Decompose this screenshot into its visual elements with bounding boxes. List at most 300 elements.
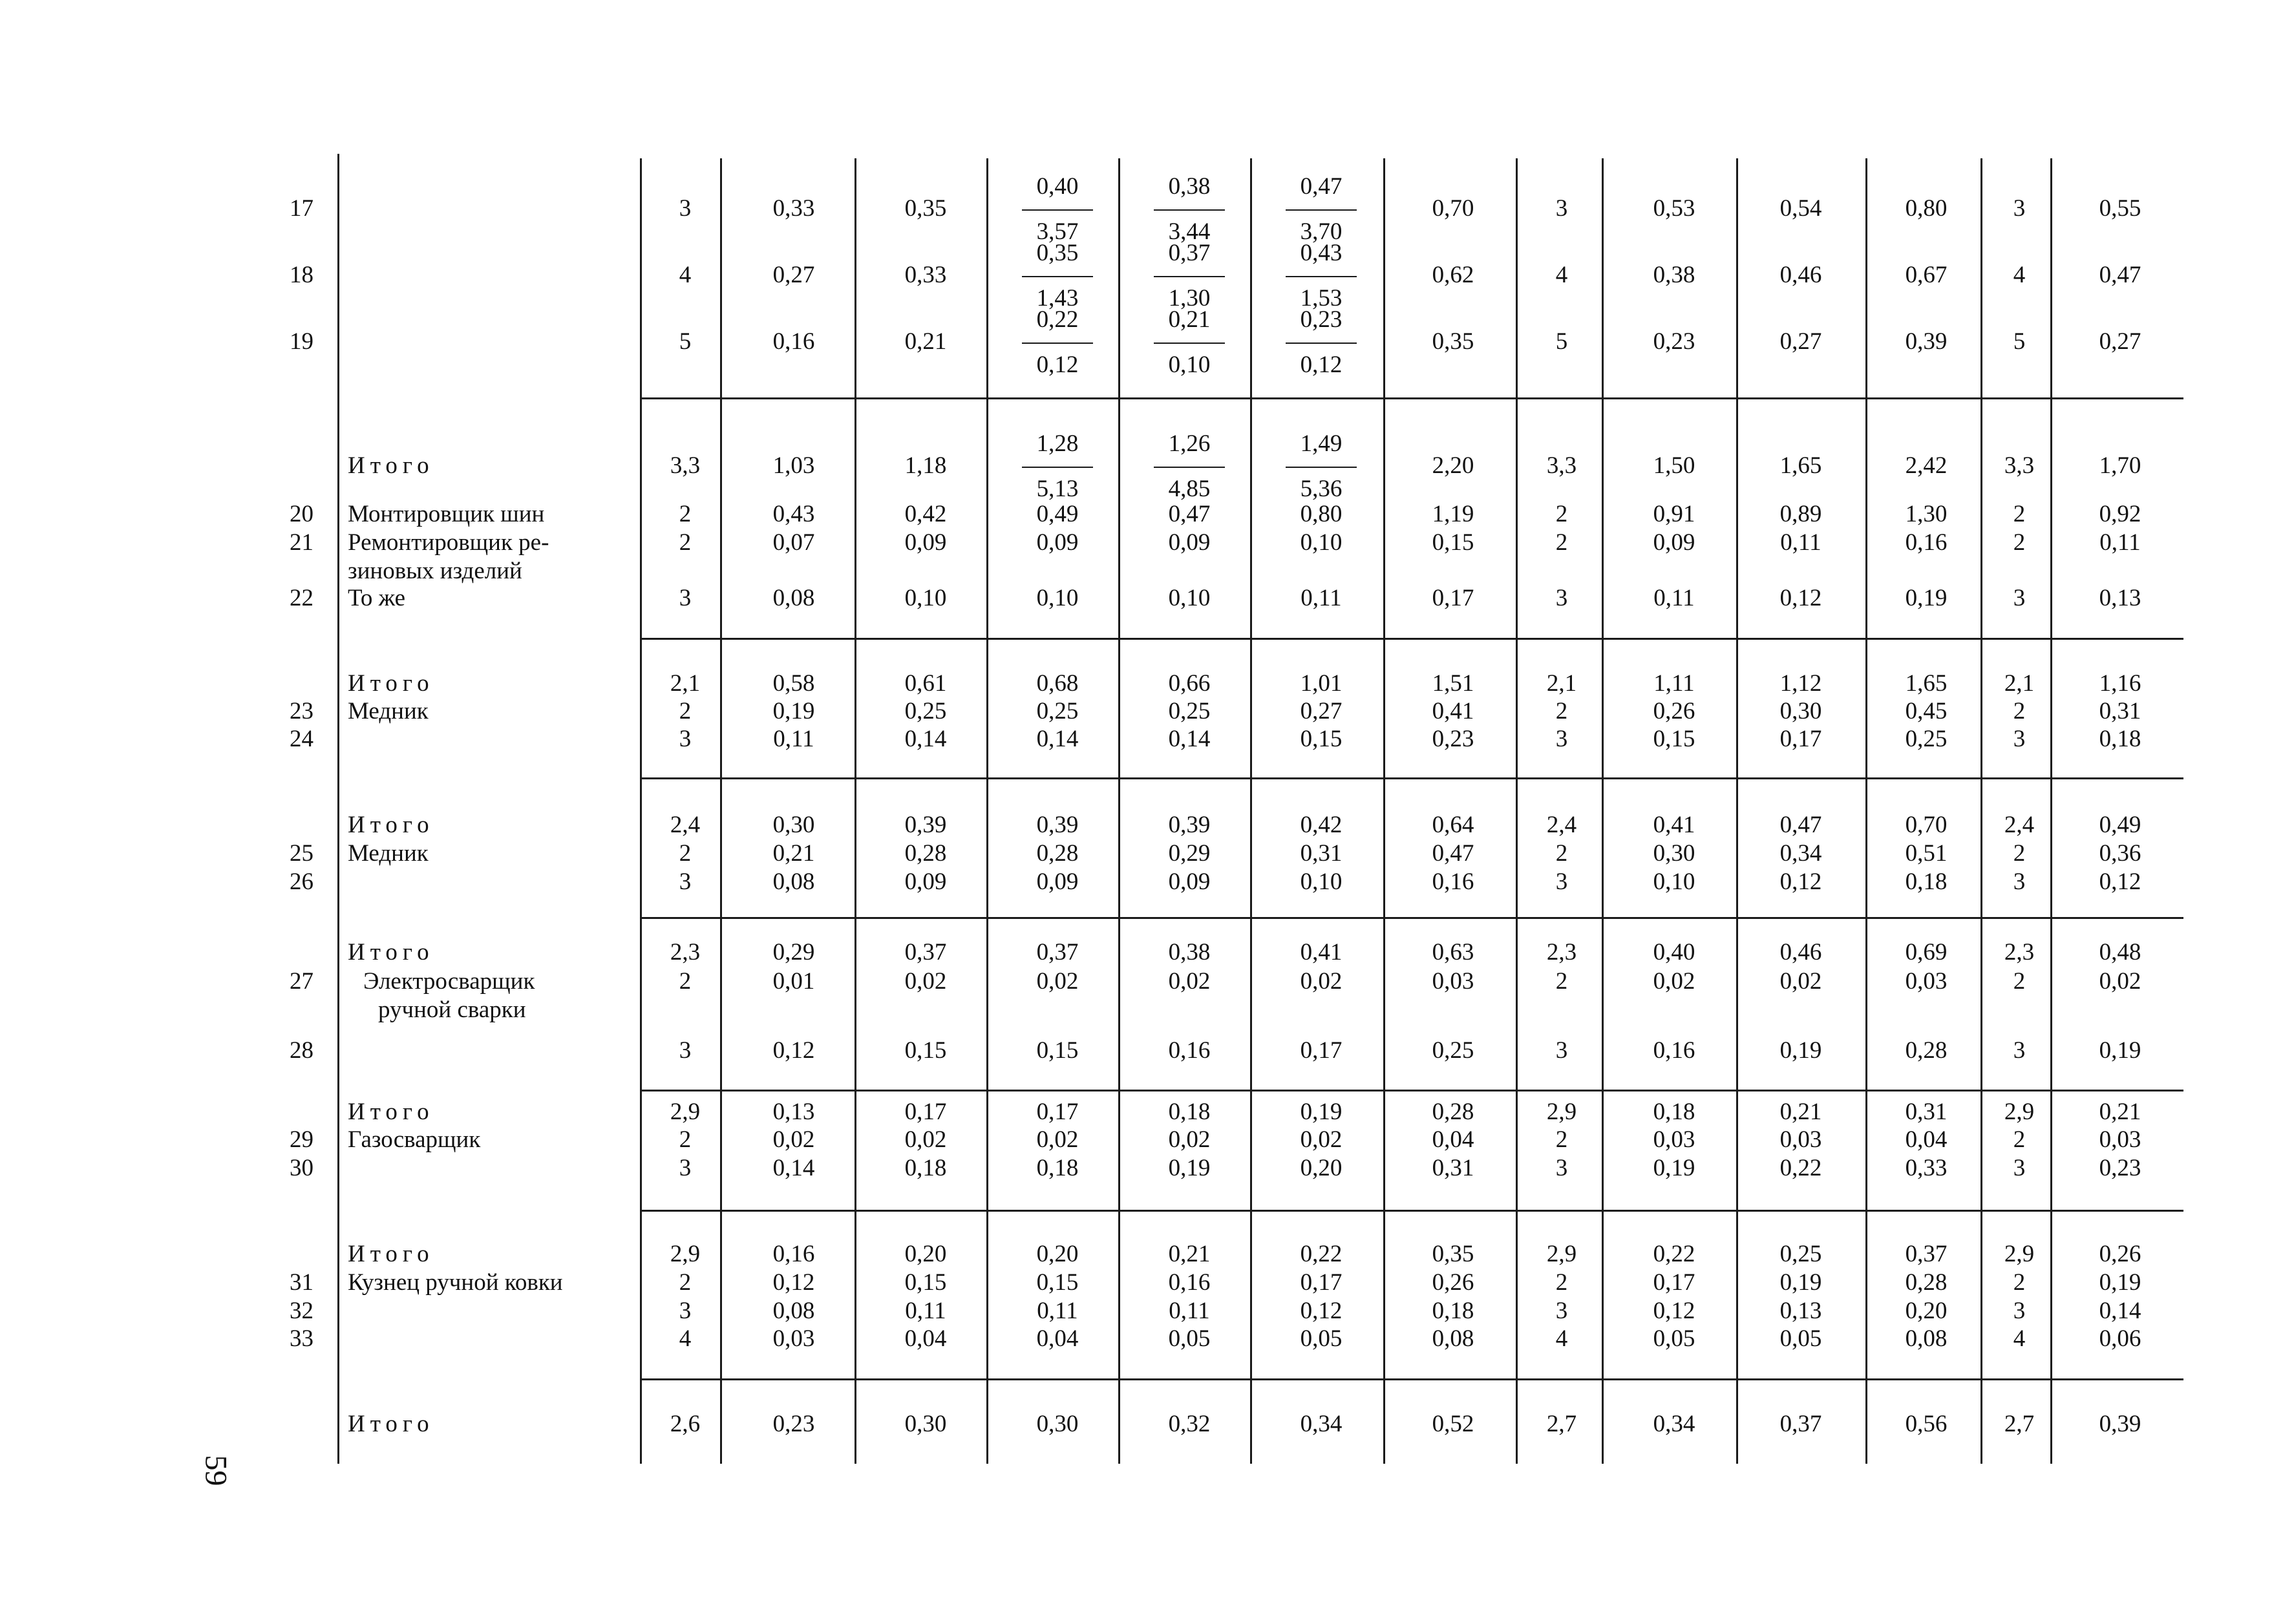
table-cell: 2 — [2013, 529, 2026, 556]
table-cell: 0,04 — [1905, 1126, 1948, 1153]
table-cell: 0,47 — [2099, 262, 2141, 288]
row-label: Кузнец ручной ковки — [348, 1269, 563, 1296]
row-label-continued: ручной сварки — [378, 997, 526, 1023]
table-cell: 0,33 — [772, 195, 815, 222]
table-cell: 0,13 — [772, 1099, 815, 1125]
fraction-bar — [1286, 343, 1357, 344]
fraction-numerator: 0,23 — [1300, 306, 1343, 333]
table-cell: 0,66 — [1168, 670, 1211, 697]
table-cell: 2,4 — [1546, 812, 1577, 838]
table-cell: 3 — [1555, 585, 1568, 611]
table-cell: 0,28 — [904, 840, 947, 867]
table-cell: 0,08 — [772, 1298, 815, 1324]
row-rule — [640, 917, 2183, 919]
fraction-denominator: 5,13 — [1036, 476, 1079, 502]
table-cell: 2 — [679, 1269, 692, 1296]
row-label: Медник — [348, 840, 429, 867]
fraction-numerator: 0,38 — [1168, 173, 1211, 200]
table-cell: 0,19 — [2099, 1037, 2141, 1064]
table-cell: 0,36 — [2099, 840, 2141, 867]
table-cell: 0,12 — [2099, 869, 2141, 895]
table-cell: 0,40 — [1653, 939, 1695, 965]
table-cell: 0,05 — [1779, 1325, 1822, 1352]
table-cell: 0,04 — [1432, 1126, 1474, 1153]
table-cell: 0,05 — [1168, 1325, 1211, 1352]
fraction-numerator: 0,37 — [1168, 240, 1211, 266]
table-cell: 0,20 — [1036, 1241, 1079, 1267]
table-cell: 0,53 — [1653, 195, 1695, 222]
table-cell: 1,65 — [1779, 452, 1822, 479]
table-cell: 0,04 — [1036, 1325, 1079, 1352]
table-cell: 0,18 — [1905, 869, 1948, 895]
table-cell: 2 — [2013, 698, 2026, 724]
table-cell: 3 — [2013, 195, 2026, 222]
table-cell: 0,13 — [2099, 585, 2141, 611]
table-cell: 0,13 — [1779, 1298, 1822, 1324]
table-cell: 0,16 — [772, 328, 815, 355]
fraction-bar — [1286, 467, 1357, 468]
row-number: 33 — [290, 1325, 313, 1352]
table-cell: 0,43 — [772, 501, 815, 527]
row-number: 25 — [290, 840, 313, 867]
fraction-numerator: 0,40 — [1036, 173, 1079, 200]
table-cell: 0,33 — [904, 262, 947, 288]
table-cell: 0,16 — [1168, 1037, 1211, 1064]
table-cell: 4 — [679, 262, 692, 288]
table-cell: 2 — [679, 698, 692, 724]
table-cell: 2 — [1555, 1269, 1568, 1296]
table-cell: 0,11 — [1301, 585, 1342, 611]
table-cell: 4 — [2013, 262, 2026, 288]
table-cell: 2 — [679, 1126, 692, 1153]
fraction-numerator: 0,35 — [1036, 240, 1079, 266]
table-cell: 0,10 — [1653, 869, 1695, 895]
table-cell: 0,35 — [1432, 1241, 1474, 1267]
table-cell: 1,19 — [1432, 501, 1474, 527]
table-cell: 0,37 — [1779, 1411, 1822, 1437]
table-cell: 0,18 — [1036, 1155, 1079, 1181]
table-cell: 4 — [2013, 1325, 2026, 1352]
table-cell: 0,08 — [1432, 1325, 1474, 1352]
table-cell: 0,47 — [1779, 812, 1822, 838]
table-cell: 0,15 — [1653, 726, 1695, 752]
table-cell: 0,27 — [1779, 328, 1822, 355]
table-cell: 2 — [2013, 1126, 2026, 1153]
row-rule — [640, 1378, 2183, 1380]
table-cell: 0,18 — [1432, 1298, 1474, 1324]
table-cell: 0,22 — [1779, 1155, 1822, 1181]
row-rule — [640, 397, 2183, 399]
row-rule — [640, 1210, 2183, 1212]
total-label: Итого — [348, 1099, 434, 1125]
table-cell: 2 — [1555, 698, 1568, 724]
fraction-denominator: 3,44 — [1168, 218, 1211, 245]
total-label: Итого — [348, 1411, 434, 1437]
table-cell: 0,14 — [904, 726, 947, 752]
fraction-cell — [1154, 432, 1225, 501]
fraction-bar — [1154, 209, 1225, 211]
table-cell: 1,16 — [2099, 670, 2141, 697]
table-cell: 0,10 — [1300, 529, 1343, 556]
fraction-cell — [1154, 308, 1225, 377]
table-cell: 3 — [679, 869, 692, 895]
table-cell: 0,26 — [1653, 698, 1695, 724]
row-label: Монтировщик шин — [348, 501, 545, 527]
fraction-bar — [1022, 343, 1093, 344]
fraction-bar — [1154, 343, 1225, 344]
table-cell: 0,80 — [1300, 501, 1343, 527]
table-cell: 0,11 — [905, 1298, 946, 1324]
row-label: То же — [348, 585, 406, 611]
table-cell: 0,06 — [2099, 1325, 2141, 1352]
table-cell: 0,19 — [1168, 1155, 1211, 1181]
table-cell: 0,21 — [2099, 1099, 2141, 1125]
table-cell: 4 — [679, 1325, 692, 1352]
table-cell: 3 — [2013, 1037, 2026, 1064]
table-cell: 0,70 — [1432, 195, 1474, 222]
table-cell: 0,17 — [1779, 726, 1822, 752]
table-cell: 0,12 — [772, 1269, 815, 1296]
table-cell: 3 — [2013, 585, 2026, 611]
table-cell: 0,09 — [1168, 529, 1211, 556]
total-label: Итого — [348, 452, 434, 479]
table-cell: 0,11 — [1169, 1298, 1210, 1324]
total-label: Итого — [348, 670, 434, 697]
table-cell: 0,12 — [772, 1037, 815, 1064]
table-cell: 2 — [1555, 1126, 1568, 1153]
column-rule — [2050, 158, 2052, 1464]
fraction-numerator: 0,43 — [1300, 240, 1343, 266]
table-cell: 2 — [679, 529, 692, 556]
row-number: 30 — [290, 1155, 313, 1181]
table-cell: 2,9 — [1546, 1099, 1577, 1125]
table-cell: 0,19 — [1300, 1099, 1343, 1125]
fraction-denominator: 4,85 — [1168, 476, 1211, 502]
table-cell: 0,22 — [1653, 1241, 1695, 1267]
table-cell: 0,11 — [1653, 585, 1695, 611]
table-cell: 0,02 — [1168, 968, 1211, 995]
table-cell: 2 — [679, 840, 692, 867]
table-cell: 1,65 — [1905, 670, 1948, 697]
fraction-cell — [1154, 241, 1225, 310]
table-cell: 0,58 — [772, 670, 815, 697]
table-cell: 0,39 — [1036, 812, 1079, 838]
fraction-bar — [1022, 209, 1093, 211]
table-cell: 2,1 — [670, 670, 701, 697]
table-cell: 2,7 — [1546, 1411, 1577, 1437]
table-cell: 0,08 — [1905, 1325, 1948, 1352]
row-label: Ремонтировщик ре- — [348, 529, 549, 556]
table-cell: 0,62 — [1432, 262, 1474, 288]
table-cell: 0,25 — [1432, 1037, 1474, 1064]
page-number: 59 — [198, 1455, 233, 1486]
table-cell: 0,39 — [1168, 812, 1211, 838]
table-cell: 0,03 — [1905, 968, 1948, 995]
table-cell: 0,35 — [1432, 328, 1474, 355]
table-cell: 4 — [1555, 1325, 1568, 1352]
table-cell: 0,21 — [904, 328, 947, 355]
table-cell: 2,9 — [2004, 1241, 2035, 1267]
table-cell: 0,46 — [1779, 939, 1822, 965]
table-cell: 0,09 — [1036, 529, 1079, 556]
table-cell: 0,02 — [2099, 968, 2141, 995]
fraction-cell — [1022, 432, 1093, 501]
table-cell: 0,51 — [1905, 840, 1948, 867]
table-cell: 0,39 — [2099, 1411, 2141, 1437]
row-number: 27 — [290, 968, 313, 995]
row-number: 32 — [290, 1298, 313, 1324]
table-cell: 2,1 — [2004, 670, 2035, 697]
table-cell: 3 — [2013, 1298, 2026, 1324]
table-cell: 0,19 — [1779, 1269, 1822, 1296]
fraction-cell — [1022, 174, 1093, 244]
table-cell: 3 — [679, 585, 692, 611]
table-cell: 0,39 — [1905, 328, 1948, 355]
table-cell: 0,18 — [1653, 1099, 1695, 1125]
table-cell: 0,17 — [1300, 1037, 1343, 1064]
table-cell: 0,28 — [1905, 1269, 1948, 1296]
table-cell: 0,11 — [2099, 529, 2141, 556]
fraction-denominator: 0,12 — [1300, 352, 1343, 378]
table-cell: 1,03 — [772, 452, 815, 479]
table-cell: 2,9 — [670, 1099, 701, 1125]
table-cell: 0,30 — [1036, 1411, 1079, 1437]
table-cell: 0,28 — [1905, 1037, 1948, 1064]
table-cell: 0,89 — [1779, 501, 1822, 527]
fraction-numerator: 1,28 — [1036, 430, 1079, 457]
table-cell: 0,47 — [1432, 840, 1474, 867]
table-cell: 0,12 — [1779, 869, 1822, 895]
table-cell: 0,14 — [2099, 1298, 2141, 1324]
fraction-cell — [1286, 308, 1357, 377]
total-label: Итого — [348, 812, 434, 838]
table-cell: 0,10 — [1168, 585, 1211, 611]
table-cell: 0,26 — [2099, 1241, 2141, 1267]
table-cell: 0,27 — [772, 262, 815, 288]
table-cell: 0,19 — [1905, 585, 1948, 611]
table-cell: 0,01 — [772, 968, 815, 995]
fraction-numerator: 0,22 — [1036, 306, 1079, 333]
table-cell: 0,25 — [1905, 726, 1948, 752]
table-cell: 0,15 — [1432, 529, 1474, 556]
table-cell: 0,29 — [1168, 840, 1211, 867]
table-cell: 0,19 — [2099, 1269, 2141, 1296]
table-cell: 0,09 — [904, 869, 947, 895]
table-cell: 0,05 — [1300, 1325, 1343, 1352]
row-label: Медник — [348, 698, 429, 724]
table-cell: 0,34 — [1300, 1411, 1343, 1437]
table-cell: 0,18 — [1168, 1099, 1211, 1125]
row-number: 22 — [290, 585, 313, 611]
table-cell: 0,16 — [1905, 529, 1948, 556]
fraction-denominator: 1,43 — [1036, 285, 1079, 311]
table-cell: 1,50 — [1653, 452, 1695, 479]
fraction-cell — [1286, 432, 1357, 501]
table-cell: 2 — [2013, 968, 2026, 995]
table-cell: 0,11 — [1780, 529, 1821, 556]
table-cell: 0,15 — [1300, 726, 1343, 752]
table-cell: 0,30 — [1779, 698, 1822, 724]
table-cell: 0,02 — [1036, 1126, 1079, 1153]
table-cell: 0,33 — [1905, 1155, 1948, 1181]
row-rule — [640, 1090, 2183, 1091]
column-rule — [640, 158, 642, 1464]
table-cell: 0,11 — [1037, 1298, 1078, 1324]
table-cell: 0,02 — [1036, 968, 1079, 995]
table-cell: 1,51 — [1432, 670, 1474, 697]
table-cell: 3 — [1555, 1037, 1568, 1064]
fraction-denominator: 3,70 — [1300, 218, 1343, 245]
table-cell: 0,09 — [1036, 869, 1079, 895]
table-cell: 0,05 — [1653, 1325, 1695, 1352]
table-cell: 3 — [1555, 726, 1568, 752]
table-cell: 0,14 — [1168, 726, 1211, 752]
table-cell: 0,12 — [1653, 1298, 1695, 1324]
column-rule — [1250, 158, 1252, 1464]
table-cell: 0,68 — [1036, 670, 1079, 697]
table-cell: 0,61 — [904, 670, 947, 697]
table-cell: 2 — [1555, 968, 1568, 995]
table-cell: 0,32 — [1168, 1411, 1211, 1437]
table-cell: 0,47 — [1168, 501, 1211, 527]
table-cell: 0,12 — [1779, 585, 1822, 611]
table-cell: 2,9 — [670, 1241, 701, 1267]
table-cell: 5 — [1555, 328, 1568, 355]
table-cell: 3,3 — [1546, 452, 1577, 479]
table-cell: 0,09 — [904, 529, 947, 556]
table-cell: 2 — [679, 501, 692, 527]
fraction-cell — [1154, 174, 1225, 244]
table-cell: 0,17 — [1432, 585, 1474, 611]
row-label: Газосварщик — [348, 1126, 481, 1153]
table-cell: 0,42 — [1300, 812, 1343, 838]
table-cell: 0,03 — [1653, 1126, 1695, 1153]
table-cell: 0,07 — [772, 529, 815, 556]
table-cell: 3 — [679, 1298, 692, 1324]
row-number: 26 — [290, 869, 313, 895]
column-rule — [1602, 158, 1604, 1464]
table-cell: 2 — [1555, 529, 1568, 556]
table-cell: 0,31 — [1300, 840, 1343, 867]
table-cell: 2,6 — [670, 1411, 701, 1437]
table-cell: 0,17 — [1036, 1099, 1079, 1125]
table-cell: 0,34 — [1653, 1411, 1695, 1437]
table-cell: 0,34 — [1779, 840, 1822, 867]
table-cell: 1,18 — [904, 452, 947, 479]
table-cell: 2,9 — [1546, 1241, 1577, 1267]
row-number: 17 — [290, 195, 313, 222]
row-number: 29 — [290, 1126, 313, 1153]
table-cell: 0,55 — [2099, 195, 2141, 222]
table-cell: 0,03 — [1779, 1126, 1822, 1153]
table-cell: 0,16 — [1653, 1037, 1695, 1064]
table-cell: 0,03 — [772, 1325, 815, 1352]
table-cell: 0,48 — [2099, 939, 2141, 965]
row-number: 19 — [290, 328, 313, 355]
fraction-numerator: 1,26 — [1168, 430, 1211, 457]
table-cell: 1,70 — [2099, 452, 2141, 479]
column-rule — [720, 158, 722, 1464]
table-cell: 0,25 — [1168, 698, 1211, 724]
table-cell: 0,02 — [1300, 1126, 1343, 1153]
table-cell: 0,91 — [1653, 501, 1695, 527]
table-cell: 0,03 — [1432, 968, 1474, 995]
table-cell: 3 — [2013, 726, 2026, 752]
table-cell: 5 — [2013, 328, 2026, 355]
table-cell: 0,17 — [904, 1099, 947, 1125]
fraction-numerator: 0,21 — [1168, 306, 1211, 333]
table-cell: 0,69 — [1905, 939, 1948, 965]
table-cell: 0,19 — [772, 698, 815, 724]
table-cell: 2,42 — [1905, 452, 1948, 479]
fraction-numerator: 1,49 — [1300, 430, 1343, 457]
table-cell: 0,25 — [1036, 698, 1079, 724]
column-rule — [1865, 158, 1867, 1464]
column-rule — [855, 158, 856, 1464]
table-cell: 0,64 — [1432, 812, 1474, 838]
table-cell: 0,14 — [1036, 726, 1079, 752]
table-cell: 2,20 — [1432, 452, 1474, 479]
fraction-denominator: 3,57 — [1036, 218, 1079, 245]
table-cell: 2 — [1555, 840, 1568, 867]
table-cell: 3 — [2013, 1155, 2026, 1181]
table-cell: 0,18 — [2099, 726, 2141, 752]
table-cell: 5 — [679, 328, 692, 355]
table-cell: 0,02 — [1653, 968, 1695, 995]
table-cell: 3 — [1555, 195, 1568, 222]
table-cell: 0,16 — [772, 1241, 815, 1267]
table-cell: 0,49 — [2099, 812, 2141, 838]
fraction-denominator: 0,10 — [1168, 352, 1211, 378]
table-cell: 0,21 — [1779, 1099, 1822, 1125]
row-number: 18 — [290, 262, 313, 288]
table-cell: 0,08 — [772, 869, 815, 895]
column-rule — [1118, 158, 1120, 1464]
row-number: 23 — [290, 698, 313, 724]
row-number: 24 — [290, 726, 313, 752]
table-cell: 0,29 — [772, 939, 815, 965]
table-cell: 0,80 — [1905, 195, 1948, 222]
table-cell: 0,09 — [1168, 869, 1211, 895]
table-cell: 2,3 — [1546, 939, 1577, 965]
table-cell: 2 — [1555, 501, 1568, 527]
table-cell: 0,35 — [904, 195, 947, 222]
row-rule — [640, 777, 2183, 779]
table-cell: 0,42 — [904, 501, 947, 527]
table-cell: 0,38 — [1168, 939, 1211, 965]
table-cell: 0,70 — [1905, 812, 1948, 838]
row-number: 21 — [290, 529, 313, 556]
table-cell: 0,52 — [1432, 1411, 1474, 1437]
table-cell: 0,27 — [1300, 698, 1343, 724]
table-cell: 0,18 — [904, 1155, 947, 1181]
table-cell: 0,15 — [1036, 1269, 1079, 1296]
table-cell: 0,31 — [1432, 1155, 1474, 1181]
table-cell: 3 — [1555, 869, 1568, 895]
table-cell: 0,31 — [2099, 698, 2141, 724]
table-cell: 0,15 — [1036, 1037, 1079, 1064]
table-cell: 3,3 — [2004, 452, 2035, 479]
fraction-cell — [1022, 308, 1093, 377]
table-cell: 2 — [2013, 501, 2026, 527]
total-label: Итого — [348, 939, 434, 965]
table-cell: 0,63 — [1432, 939, 1474, 965]
table-cell: 0,56 — [1905, 1411, 1948, 1437]
table-cell: 2,1 — [1546, 670, 1577, 697]
table-cell: 1,30 — [1905, 501, 1948, 527]
table-cell: 0,20 — [904, 1241, 947, 1267]
table-cell: 0,21 — [772, 840, 815, 867]
